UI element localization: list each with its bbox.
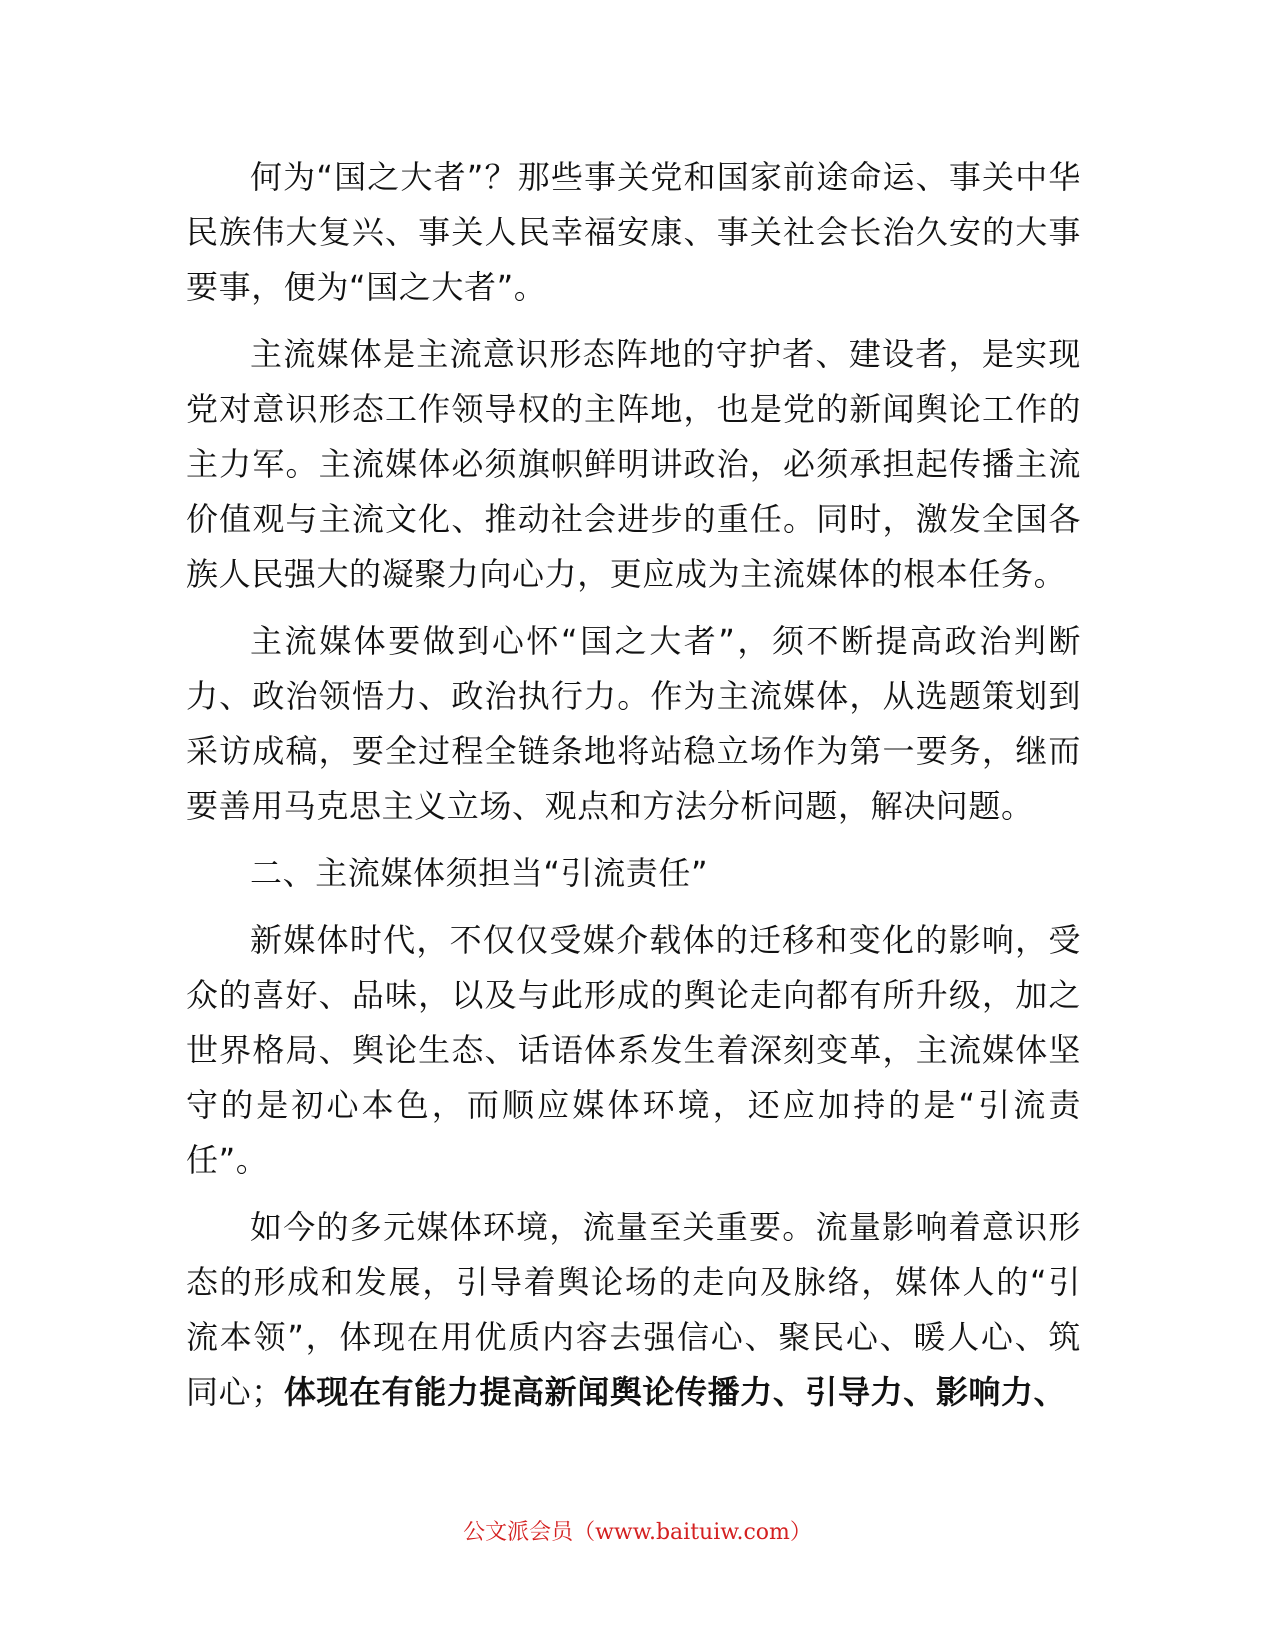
paragraph-mainstream-media-role: 主流媒体是主流意识形态阵地的守护者、建设者，是实现党对意识形态工作领导权的主阵地，也是党的新闻舆论工作的主力军。主流媒体必须旗帜鲜明讲政治，必须承担起传播主流价值观与主流文化、推动社会进步的重任。同时，激发全国各族人民强大的凝聚力向心力，更应成为主流媒体的根本任务。 [186, 335, 1081, 593]
paragraph-political-abilities: 主流媒体要做到心怀“国之大者”，须不断提高政治判断力、政治领悟力、政治执行力。作为主流媒体，从选题策划到采访成稿，要全过程全链条地将站稳立场作为第一要务，继而要善用马克思主义立场、观点和方法分析问题，解决问题。 [186, 622, 1081, 825]
paragraph-traffic-bold-text: 体现在有能力提高新闻舆论传播力、引导力、影响力、 [283, 1373, 1067, 1411]
footer-watermark: 公文派会员（www.baituiw.com） [463, 1520, 812, 1545]
paragraph-traffic-normal-text: 如今的多元媒体环境，流量至关重要。流量影响着意识形态的形成和发展，引导着舆论场的走向及脉络，媒体人的“引流本领”，体现在用优质内容去强信心、聚民心、暖人心、筑同心； [186, 1208, 1081, 1411]
document-body [186, 150, 1081, 1432]
paragraph-new-media-era: 新媒体时代，不仅仅受媒介载体的迁移和变化的影响，受众的喜好、品味，以及与此形成的舆论走向都有所升级，加之世界格局、舆论生态、话语体系发生着深刻变革，主流媒体坚守的是初心本色，而顺应媒体环境，还应加持的是“引流责任”。 [186, 921, 1081, 1179]
paragraph-traffic-importance [186, 1200, 1081, 1420]
paragraph-guo-zhi-da-zhe-definition: 何为“国之大者”？那些事关党和国家前途命运、事关中华民族伟大复兴、事关人民幸福安康、事关社会长治久安的大事要事，便为“国之大者”。 [186, 158, 1081, 306]
section-heading-two: 二、主流媒体须担当“引流责任” [250, 854, 709, 892]
